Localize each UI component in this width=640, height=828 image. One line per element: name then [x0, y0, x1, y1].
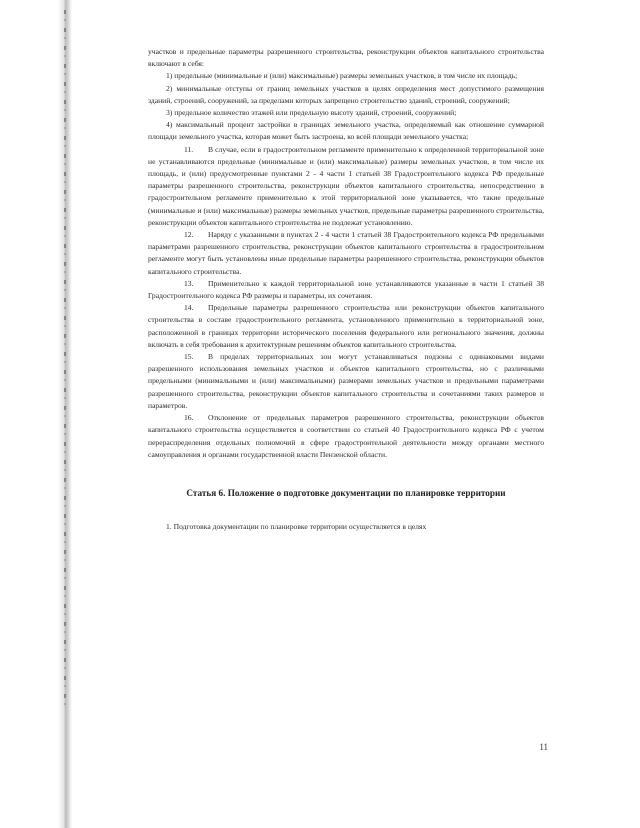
clause-text: Отклонение от предельных параметров разрешенного строительства, реконструкции объектов капитального строительства осуществляется в соответствии со статьей 40 Градостроительного кодекса РФ с учетом перераспределения отдельных полномочий в сфере градостроительной деятельности между органами местного самоуправления и органами государственной власти Пензенской области. — [148, 413, 544, 459]
clause-text: В пределах территориальных зон могут устанавливаться подзоны с одинаковыми видами разрешенного использования земельных участков и объектов капитального строительства, но с различными предельными (минимальными и (или) максимальными) размерами земельных участков и предельными параметрами разрешенного строительства, реконструкции объектов капитального строительства и сочетаниями таких размеров и параметров. — [148, 352, 544, 410]
clause-number: 13. — [184, 278, 194, 288]
list-item-3: 3) предельное количество этажей или предельную высоту зданий, строений, сооружений; — [166, 108, 457, 118]
clause-16 — [148, 412, 544, 461]
clause-text: Применительно к каждой территориальной зоне устанавливаются указанные в части 1 статьей 38 Градостроительного кодекса РФ размеры и параметры, их сочетания. — [148, 278, 544, 301]
article-heading: Статья 6. Положение о подготовке документации по планировке территории — [186, 487, 506, 498]
clause-12 — [148, 229, 544, 278]
document-page — [148, 46, 544, 534]
clause-11 — [148, 144, 544, 229]
scan-binding-edge — [58, 0, 72, 828]
clause-14 — [148, 302, 544, 351]
clause-number: 14. — [184, 303, 194, 313]
clause-15 — [148, 351, 544, 412]
paragraph-final: 1. Подготовка документации по планировке территории осуществляется в целях — [166, 522, 427, 532]
clause-text: Наряду с указанными в пунктах 2 - 4 части 1 статьей 38 Градостроительного кодекса РФ предельными параметрами разрешенного строительства, реконструкции объектов капитального строительства в градостроительном регламенте могут быть установлены иные предельные параметры разрешенного строительства, реконструкции объектов капитального строительства. — [148, 230, 544, 276]
list-item-4: 4) максимальный процент застройки в границах земельного участка, определяемый как отношение суммарной площади земельного участка, которая может быть застроена, ко всей площади земельного участка; — [148, 120, 544, 142]
clause-number: 15. — [184, 352, 194, 362]
clause-13 — [148, 278, 544, 302]
paragraph-intro: участков и предельные параметры разрешенного строительства, реконструкции объектов капитального строительства включают в себя: — [148, 47, 544, 69]
clause-text: В случае, если в градостроительном регламенте применительно к определенной территориальной зоне не устанавливаются предельные (минимальные и (или) максимальные) размеры земельных участков, в том числе их площадь, и (или) предусмотренные пунктами 2 - 4 части 1 статьей 38 Градостроительного кодекса РФ предельные параметры разрешенного строительства, реконструкции объектов капитального строительства, непосредственно в градостроительном регламенте применительно к этой территориальной зоне указывается, что такие предельные (минимальные и (или) максимальные) размеры земельных участков, предельные параметры разрешенного строительства, реконструкции объектов капитального строительства не подлежат установлению. — [148, 144, 544, 227]
clause-text: Предельные параметры разрешенного строительства или реконструкции объектов капитального строительства в составе градостроительного регламента, установленного применительно к территориальной зоне, расположенной в границах территории исторического поселения федерального или регионального значения, должны включать в себя требования к архитектурным решениям объектов капитального строительства. — [148, 303, 544, 349]
clause-number: 16. — [184, 413, 194, 423]
list-item-1: 1) предельные (минимальные и (или) максимальные) размеры земельных участков, в том числе их площадь; — [166, 71, 518, 81]
page-number: 11 — [539, 742, 548, 752]
clause-number: 11. — [184, 144, 194, 154]
clause-number: 12. — [184, 230, 194, 240]
list-item-2: 2) минимальные отступы от границ земельных участков в целях определения мест допустимого размещения зданий, строений, сооружений, за пределами которых запрещено строительство зданий, строений, сооружений; — [148, 83, 544, 105]
